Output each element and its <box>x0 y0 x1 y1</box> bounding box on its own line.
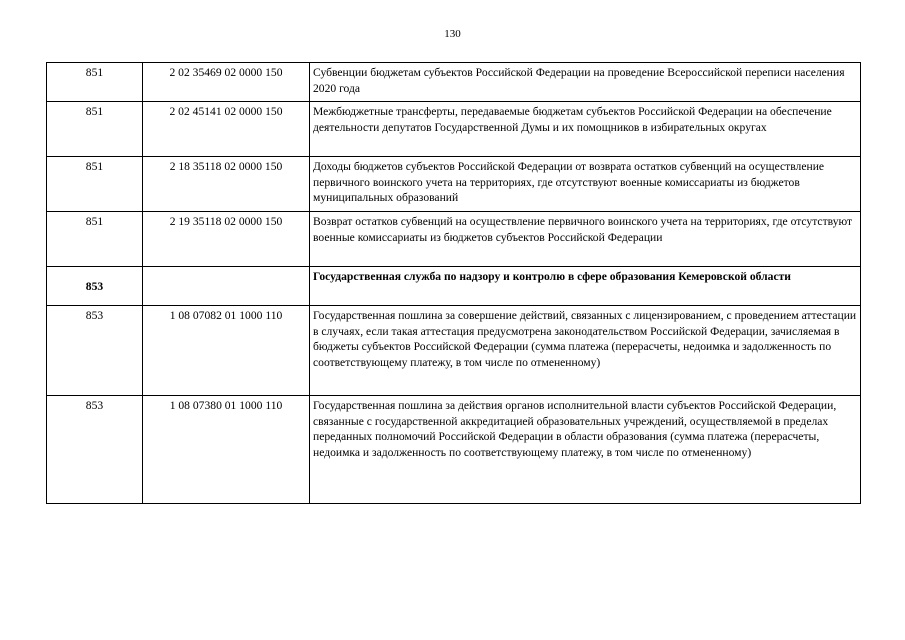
income-name-cell: Государственная пошлина за совершение действий, связанных с лицензированием, с проведением аттестации в случаях, если такая аттестация предусмотрена законодательством Российской Федерации, зачисляемая в бюджеты субъектов Российской Федерации (сумма платежа (перерасчеты, недоимка и задолженность по соответствующему платежу, в том числе по отмененному) <box>310 306 861 396</box>
administrator-code-cell: 851 <box>47 63 143 102</box>
income-code-cell: 1 08 07380 01 1000 110 <box>143 396 310 504</box>
income-name-cell: Субвенции бюджетам субъектов Российской Федерации на проведение Всероссийской переписи населения 2020 года <box>310 63 861 102</box>
page-number: 130 <box>444 28 461 40</box>
table-row <box>47 396 861 504</box>
income-name-cell: Государственная пошлина за действия органов исполнительной власти субъектов Российской Федерации, связанные с государственной аккредитацией образовательных учреждений, осуществляемой в пределах переданных полномочий Российской Федерации в области образования (сумма платежа (перерасчеты, недоимка и задолженность по соответствующему платежу, в том числе по отмененному) <box>310 396 861 504</box>
administrator-code-cell: 851 <box>47 212 143 267</box>
income-code-cell: 1 08 07082 01 1000 110 <box>143 306 310 396</box>
income-code-cell <box>143 267 310 306</box>
administrator-code-cell: 851 <box>47 157 143 212</box>
administrator-code-cell: 853 <box>47 396 143 504</box>
table-row <box>47 212 861 267</box>
income-code-cell: 2 02 45141 02 0000 150 <box>143 102 310 157</box>
table-row <box>47 63 861 102</box>
section-header-row <box>47 267 861 306</box>
income-name-cell: Доходы бюджетов субъектов Российской Федерации от возврата остатков субвенций на осуществление первичного воинского учета на территориях, где отсутствуют военные комиссариаты из бюджетов муниципальных образований <box>310 157 861 212</box>
table-row <box>47 306 861 396</box>
administrator-code-cell: 851 <box>47 102 143 157</box>
income-code-cell: 2 02 35469 02 0000 150 <box>143 63 310 102</box>
table-row <box>47 102 861 157</box>
income-code-cell: 2 19 35118 02 0000 150 <box>143 212 310 267</box>
administrator-code-cell: 853 <box>47 306 143 396</box>
income-name-cell: Межбюджетные трансферты, передаваемые бюджетам субъектов Российской Федерации на обеспечение деятельности депутатов Государственной Думы и их помощников в избирательных округах <box>310 102 861 157</box>
administrator-code-cell: 853 <box>47 267 143 306</box>
table-row <box>47 157 861 212</box>
income-code-cell: 2 18 35118 02 0000 150 <box>143 157 310 212</box>
section-title-cell: Государственная служба по надзору и контролю в сфере образования Кемеровской области <box>310 267 861 306</box>
income-name-cell: Возврат остатков субвенций на осуществление первичного воинского учета на территориях, где отсутствуют военные комиссариаты из бюджетов субъектов Российской Федерации <box>310 212 861 267</box>
budget-classification-table <box>46 62 861 504</box>
